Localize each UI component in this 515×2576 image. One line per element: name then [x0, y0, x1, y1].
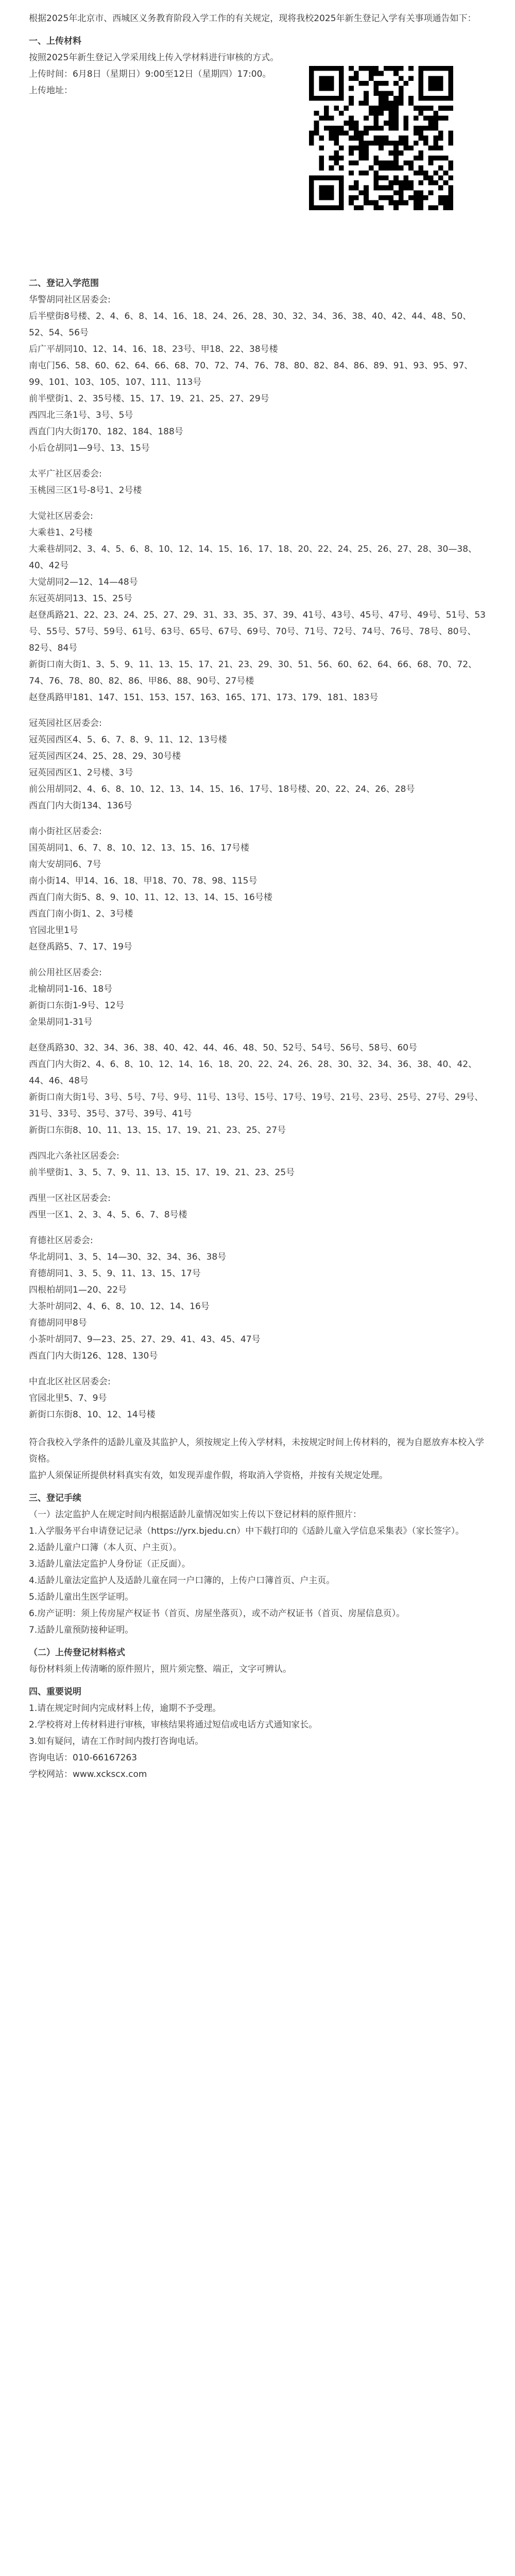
zone-line: 西四北六条社区居委会:: [29, 1151, 119, 1161]
zone-line: 赵登禹路21、22、23、24、25、27、29、31、33、35、37、39、41号、43号、45号、47号、49号、51号、53号、55号、57号、59号、61号、63号、65号、67号、69号、70号、71号、72号、74号、76号、78号、80号、82号、84号: [29, 610, 486, 653]
zone-line: [29, 706, 486, 715]
zone-line: 新街口东街1-9号、12号: [29, 1001, 125, 1011]
zone-line: 后广平胡同10、12、14、16、18、23号、甲18、22、38号楼: [29, 344, 278, 354]
material-item: 1.入学服务平台申请登记记录（https://yrx.bjedu.cn）中下载打印的《适龄儿童入学信息采集表》（家长签字）。: [29, 1526, 465, 1536]
zone-line: 赵登禹路30、32、34、36、38、40、42、44、46、48、50、52号、54号、56号、58号、60号: [29, 1043, 418, 1053]
zone-line: 官园北里5、7、9号: [29, 1393, 107, 1403]
zone-line: 大觉胡同2—12、14—48号: [29, 577, 138, 587]
material-item: 5.适龄儿童出生医学证明。: [29, 1592, 134, 1602]
zone-line: 冠英园社区居委会:: [29, 718, 102, 728]
note-item: 2.学校将对上传材料进行审核，审核结果将通过短信或电话方式通知家长。: [29, 1720, 318, 1730]
note-item: 3.如有疑问，请在工作时间内拨打咨询电话。: [29, 1736, 204, 1747]
zone-line: 四根柏胡同1—20、22号: [29, 1285, 127, 1295]
zone-line: 前公用社区居委会:: [29, 968, 102, 978]
zone-line: 大觉社区居委会:: [29, 511, 93, 521]
upload-qr-code[interactable]: [309, 66, 453, 210]
material-item: 3.适龄儿童法定监护人身份证（正反面）。: [29, 1559, 191, 1569]
zone-line: [29, 955, 486, 964]
zone-line: 南大安胡同6、7号: [29, 859, 101, 870]
zone-line: [29, 456, 486, 466]
section-1-title: 一、上传材料: [29, 36, 81, 46]
zone-line: 大茶叶胡同2、4、6、8、10、12、14、16号: [29, 1301, 210, 1312]
zone-line: [29, 1364, 486, 1374]
zone-line: 南小街14、甲14、16、18、甲18、70、78、98、115号: [29, 876, 258, 886]
zone-line: 西直门内大街2、4、6、8、10、12、14、16、18、20、22、24、26、28、30、32、34、36、38、40、42、44、46、48号: [29, 1059, 477, 1086]
upload-time: 上传时间：6月8日（星期日）9:00至12日（星期四）17:00。: [29, 69, 271, 79]
qr-code-image: [309, 66, 453, 210]
zone-line: 西直门南大街5、8、9、10、11、12、13、14、15、16号楼: [29, 892, 272, 903]
zone-line: 大乘巷胡同2、3、4、5、6、8、10、12、14、15、16、17、18、20、22、24、25、26、27、28、30—38、40、42号: [29, 544, 477, 571]
zone-line: 华北胡同1、3、5、14—30、32、34、36、38号: [29, 1252, 227, 1262]
material-item: 2.适龄儿童户口簿（本人页、户主页）。: [29, 1543, 182, 1553]
zone-line: 西四北三条1号、3号、5号: [29, 410, 133, 420]
zone-line: 西直门内大街126、128、130号: [29, 1351, 158, 1361]
notes-paragraph: 监护人须保证所提供材料真实有效，如发现弄虚作假，将取消入学资格，并按有关规定处理。: [29, 1470, 388, 1481]
materials-list: [29, 1523, 486, 1638]
zone-line: 前半壁街1、2、35号楼、15、17、19、21、25、27、29号: [29, 394, 269, 404]
section-2-title: 二、登记入学范围: [29, 278, 99, 289]
material-item: 4.适龄儿童法定监护人及适龄儿童在同一户口簿的，上传户口簿首页、户主页。: [29, 1575, 335, 1586]
zone-line: 新街口东街8、10、11、13、15、17、19、21、23、25、27号: [29, 1125, 286, 1136]
section-3-subtitle-2: （二）上传登记材料格式: [29, 1648, 125, 1658]
zone-line: 前半壁街1、3、5、7、9、11、13、15、17、19、21、23、25号: [29, 1167, 295, 1178]
format-requirement: 每份材料须上传清晰的原件照片，照片须完整、端正，文字可辨认。: [29, 1664, 291, 1674]
zone-line: 太平广社区居委会:: [29, 469, 102, 479]
zone-line: 西直门内大街134、136号: [29, 801, 132, 811]
section-3-subtitle-1: （一）法定监护人在规定时间内根据适龄儿童情况如实上传以下登记材料的原件照片：: [29, 1510, 362, 1520]
section-1-description: 按照2025年新生登记入学采用线上传入学材料进行审核的方式。: [29, 53, 279, 63]
zone-line: 西直门内大街170、182、184、188号: [29, 427, 183, 437]
school-website[interactable]: 学校网站：www.xckscx.com: [29, 1769, 147, 1780]
zone-line: 新街口南大街1、3、5、9、11、13、15、17、21、23、29、30、51、56、60、62、64、66、68、70、72、74、76、78、80、82、86、甲86、88、90号、27号楼: [29, 659, 477, 686]
upload-url-label: 上传地址：: [29, 86, 73, 96]
zone-line: 西里一区1、2、3、4、5、6、7、8号楼: [29, 1210, 187, 1220]
zone-line: 西里一区社区居委会:: [29, 1193, 111, 1204]
contact-phone: 咨询电话：010-66167263: [29, 1753, 138, 1763]
zone-line: 育德胡同1、3、5、9、11、13、15、17号: [29, 1268, 201, 1279]
intro-paragraph: 根据2025年北京市、西城区义务教育阶段入学工作的有关规定，现将我校2025年新生登记入学有关事项通告如下：: [29, 13, 476, 24]
zone-line: 小茶叶胡同7、9—23、25、27、29、41、43、45、47号: [29, 1334, 261, 1345]
section-3-title: 三、登记手续: [29, 1493, 81, 1503]
zone-line: 官园北里1号: [29, 925, 78, 936]
zone-line: 前公用胡同2、4、6、8、10、12、13、14、15、16、17号、18号楼、20、22、24、26、28号: [29, 784, 415, 794]
material-item: 7.适龄儿童预防接种证明。: [29, 1625, 134, 1635]
zone-line: 新街口南大街1号、3号、5号、7号、9号、11号、13号、15号、17号、19号、21号、23号、25号、27号、29号、31号、33号、35号、37号、39号、41号: [29, 1092, 484, 1119]
zone-line: [29, 1030, 486, 1040]
zone-line: [29, 1223, 486, 1232]
zone-line: 新街口东街8、10、12、14号楼: [29, 1410, 156, 1420]
zone-line: 国英胡同1、6、7、8、10、12、13、15、16、17号楼: [29, 843, 250, 853]
notes-paragraphs: [29, 1434, 486, 1484]
material-item: 6.房产证明：须上传房屋产权证书（首页、房屋坐落页），或不动产权证书（首页、房屋信息页）。: [29, 1608, 405, 1619]
zone-line: 冠英园西区24、25、28、29、30号楼: [29, 751, 181, 761]
zone-line: 冠英园西区4、5、6、7、8、9、11、12、13号楼: [29, 735, 227, 745]
zone-line: 中直北区社区居委会:: [29, 1377, 111, 1387]
zone-line: [29, 1139, 486, 1148]
zone-line: 赵登禹路5、7、17、19号: [29, 942, 132, 952]
zone-line: 东冠英胡同13、15、25号: [29, 594, 132, 604]
zone-line: 小后仓胡同1—9号、13、15号: [29, 443, 150, 453]
zone-line: 南小街社区居委会:: [29, 826, 102, 837]
zone-line: 华警胡同社区居委会:: [29, 295, 111, 305]
zone-line: [29, 499, 486, 508]
zone-line: [29, 1181, 486, 1190]
zone-line: 大乘巷1、2号楼: [29, 528, 93, 538]
zone-line: 金果胡同1-31号: [29, 1017, 93, 1027]
zone-line: [29, 814, 486, 823]
zone-line: 育德社区居委会:: [29, 1235, 93, 1246]
notes-paragraph: 符合我校入学条件的适龄儿童及其监护人，须按规定上传入学材料，未按规定时间上传材料的，视为自愿放弃本校入学资格。: [29, 1437, 484, 1464]
zone-line: 西直门南小街1、2、3号楼: [29, 909, 133, 919]
zone-line: 冠英园西区1、2号楼、3号: [29, 768, 133, 778]
zone-line: 南屯门56、58、60、62、64、66、68、70、72、74、76、78、80、82、84、86、89、91、93、95、97、99、101、103、105、107、111、113号: [29, 361, 473, 387]
zone-line: 玉桃园三区1号-8号1、2号楼: [29, 485, 142, 496]
zone-list: [29, 292, 486, 1423]
note-item: 1.请在规定时间内完成材料上传，逾期不予受理。: [29, 1703, 221, 1714]
zone-line: 后半壁街8号楼、2、4、6、8、14、16、18、24、26、28、30、32、34、36、38、40、42、44、48、50、52、54、56号: [29, 311, 472, 338]
section-4-title: 四、重要说明: [29, 1687, 81, 1697]
zone-line: 赵登禹路甲181、147、151、153、157、163、165、171、173、179、181、183号: [29, 692, 379, 703]
zone-line: 北榆胡同1-16、18号: [29, 984, 113, 994]
zone-line: 育德胡同甲8号: [29, 1318, 87, 1328]
notes-list: [29, 1700, 486, 1750]
